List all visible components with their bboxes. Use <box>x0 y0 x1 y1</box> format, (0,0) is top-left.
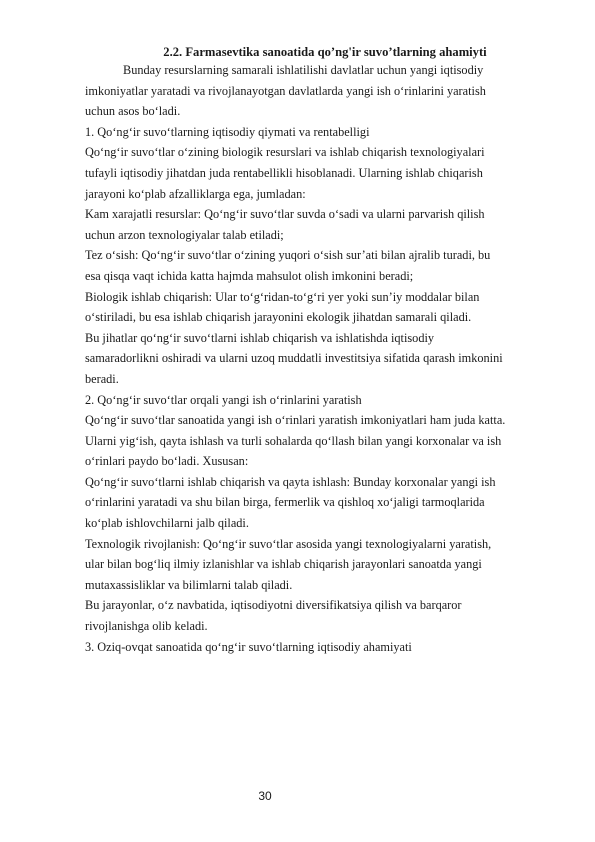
text-line: o‘stiriladi, bu esa ishlab chiqarish jarayonini ekologik jihatdan samarali qiladi. <box>85 310 472 325</box>
text-line: imkoniyatlar yaratadi va rivojlanayotgan davlatlarda yangi ish o‘rinlarini yaratish <box>85 83 486 98</box>
text-line: jarayoni ko‘plab afzalliklarga ega, jumladan: <box>85 186 306 201</box>
text-line: Biologik ishlab chiqarish: Ular to‘g‘ridan-to‘g‘ri yer yoki sun’iy moddalar bilan <box>85 289 480 304</box>
text-line: uchun asos bo‘ladi. <box>85 104 181 119</box>
text-line: 1. Qo‘ng‘ir suvo‘tlarning iqtisodiy qiymati va rentabelligi <box>85 124 370 139</box>
section-heading: 2.2. Farmasevtika sanoatida qo’ng'ir suvo’tlarning ahamiyti <box>163 45 487 59</box>
text-line: Bu jihatlar qo‘ng‘ir suvo‘tlarni ishlab chiqarish va ishlatishda iqtisodiy <box>85 330 435 345</box>
text-line: uchun arzon texnologiyalar talab etiladi; <box>85 227 284 242</box>
text-line: rivojlanishga olib keladi. <box>85 619 208 634</box>
text-line: Qo‘ng‘ir suvo‘tlar o‘zining biologik resurslari va ishlab chiqarish texnologiyalari <box>85 145 485 160</box>
text-line: 3. Oziq-ovqat sanoatida qo‘ng‘ir suvo‘tlarning iqtisodiy ahamiyati <box>85 639 412 654</box>
text-line: samaradorlikni oshiradi va ularni uzoq muddatli investitsiya sifatida qarash imkonini <box>85 351 503 366</box>
text-line: 2. Qo‘ng‘ir suvo‘tlar orqali yangi ish o‘rinlarini yaratish <box>85 392 362 407</box>
text-line: esa qisqa vaqt ichida katta hajmda mahsulot olish imkonini beradi; <box>85 268 414 283</box>
text-line: mutaxassisliklar va bilimlarni talab qiladi. <box>85 577 293 592</box>
text-line: Bunday resurslarning samarali ishlatilishi davlatlar uchun yangi iqtisodiy <box>123 63 484 77</box>
text-line: ko‘plab ishlovchilarni jalb qiladi. <box>85 516 249 531</box>
text-line: o‘rinlarini yaratadi va shu bilan birga, fermerlik va qishloq xo‘jaligi tarmoqlarida <box>85 495 485 510</box>
text-line: Kam xarajatli resurslar: Qo‘ng‘ir suvo‘tlar suvda o‘sadi va ularni parvarish qilish <box>85 207 485 222</box>
text-line: beradi. <box>85 371 119 386</box>
text-line: Qo‘ng‘ir suvo‘tlarni ishlab chiqarish va qayta ishlash: Bunday korxonalar yangi ish <box>85 474 496 489</box>
page-number: 30 <box>258 789 272 803</box>
body-text <box>85 60 565 657</box>
text-line: o‘rinlari paydo bo‘ladi. Xususan: <box>85 454 249 469</box>
text-line: Ularni yig‘ish, qayta ishlash va turli sohalarda qo‘llash bilan yangi korxonalar va ish <box>85 433 502 448</box>
text-line: Bu jarayonlar, o‘z navbatida, iqtisodiyotni diversifikatsiya qilish va barqaror <box>85 598 462 613</box>
text-line: tufayli iqtisodiy jihatdan juda rentabellikli hisoblanadi. Ularning ishlab chiqarish <box>85 165 483 180</box>
text-line: Tez o‘sish: Qo‘ng‘ir suvo‘tlar o‘zining yuqori o‘sish sur’ati bilan ajralib turadi, bu <box>85 248 491 263</box>
text-line: Qo‘ng‘ir suvo‘tlar sanoatida yangi ish o‘rinlari yaratish imkoniyatlari ham juda katta. <box>85 413 506 428</box>
text-line: ular bilan bog‘liq ilmiy izlanishlar va ishlab chiqarish jarayonlari sanoatda yangi <box>85 557 482 572</box>
text-line: Texnologik rivojlanish: Qo‘ng‘ir suvo‘tlar asosida yangi texnologiyalarni yaratish, <box>85 536 492 551</box>
